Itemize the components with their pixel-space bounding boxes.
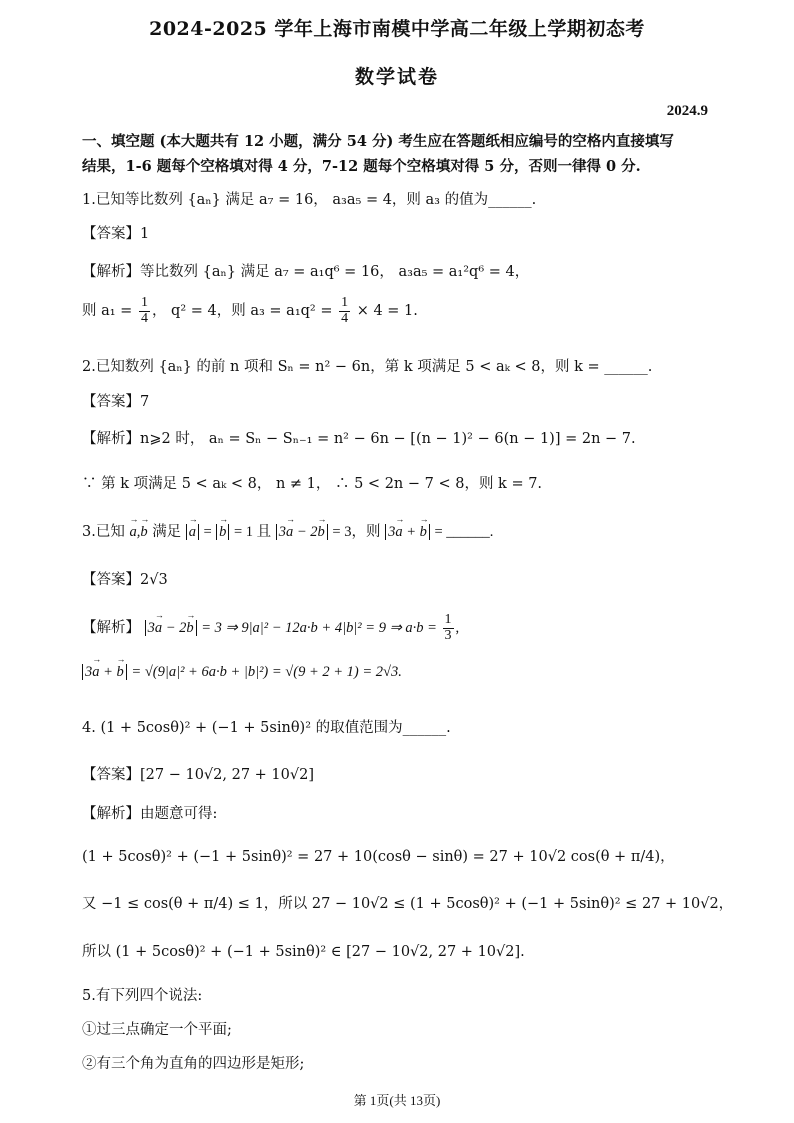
fraction-numerator: 1: [341, 295, 349, 310]
question-1-answer: 【答案】1: [82, 226, 150, 242]
q3-stem-end: = 3，则: [332, 524, 381, 540]
q1-analysis-suffix: × 4 = 1.: [352, 303, 418, 320]
page-subtitle: 数学试卷: [354, 66, 439, 88]
question-5-item-2: ②有三个角为直角的四边形是矩形;: [82, 1056, 305, 1072]
section-intro-line-2: 结果，1-6 题每个空格填对得 4 分，7-12 题每个空格填对得 5 分，否则一律得 0 分.: [82, 158, 641, 175]
fraction-numerator: 1: [140, 295, 148, 310]
question-4-stem: 4. (1 + 5cosθ)² + (−1 + 5sinθ)² 的取值范围为______.: [82, 720, 451, 736]
q3-analysis-label: 【解析】: [82, 620, 140, 637]
fraction-denominator: 3: [444, 627, 452, 643]
q3-stem-prefix: 3.已知: [82, 524, 125, 540]
page-footer: 第 1页(共 13页): [353, 1093, 441, 1108]
fraction-one-third: [443, 613, 454, 643]
question-3-analysis-2: [82, 664, 402, 681]
q3-blank: = ______.: [434, 524, 494, 540]
question-3-analysis-1: 【解析】 3→ a − 2→ b = 3 ⇒ 9|a|² − 12a·b + 4|b|² = 9 ⇒ a·b = $\frac{1}{3}$ ,: [82, 613, 459, 643]
question-4-answer: 【答案】[27 − 10√2, 27 + 10√2]: [82, 767, 314, 783]
q3-analysis-line2: = √(9|a|² + 6a·b + |b|²) = √(9 + 2 + 1) = 2√3.: [131, 664, 402, 680]
abs-a-eq-abs-b: → a = → b: [186, 524, 230, 540]
page-title: 2024-2025 学年上海市南模中学高二年级上学期初态考: [149, 18, 645, 40]
question-2-analysis-1: 【解析】n⩾2 时， aₙ = Sₙ − Sₙ₋₁ = n² − 6n − [(n − 1)² − 6(n − 1)] = 2n − 7.: [82, 431, 636, 447]
q3-analysis-line1: = 3 ⇒ 9|a|² − 12a·b + 4|b|² = 9 ⇒ a·b =: [201, 620, 441, 637]
q1-analysis-mid: ， q² = 4，则 a₃ = a₁q² =: [151, 303, 338, 320]
question-2-analysis-2: ∵ 第 k 项满足 5 < aₖ < 8， n ≠ 1， ∴ 5 < 2n − 7 < 8，则 k = 7.: [82, 476, 543, 492]
question-3-stem: [82, 520, 493, 541]
question-4-analysis-4: 所以 (1 + 5cosθ)² + (−1 + 5sinθ)² ∈ [27 − 10√2, 27 + 10√2].: [82, 944, 525, 960]
q3-stem-mid: 满足: [152, 524, 182, 540]
question-1-analysis-1: 【解析】等比数列 {aₙ} 满足 a₇ = a₁q⁶ = 16， a₃a₅ = a₁²q⁶ = 4，: [82, 264, 530, 280]
q1-analysis-prefix: 则 a₁ =: [82, 303, 137, 320]
q3-stem-suffix: = 1 且: [233, 524, 272, 540]
abs-3a-minus-2b-2: 3→ a − 2→ b: [145, 620, 197, 636]
vector-a-b: → a,→ b: [129, 524, 147, 540]
question-4-analysis-2: (1 + 5cosθ)² + (−1 + 5sinθ)² = 27 + 10(cosθ − sinθ) = 27 + 10√2 cos(θ + π/4)，: [82, 849, 675, 865]
fraction-one-quarter: [139, 296, 150, 326]
question-2-stem: 2.已知数列 {aₙ} 的前 n 项和 Sₙ = n² − 6n，第 k 项满足 5 < aₖ < 8，则 k = ______.: [82, 359, 653, 375]
fraction-one-quarter-2: [339, 296, 350, 326]
abs-3a-minus-2b: 3→ a − 2→ b: [276, 524, 328, 540]
section-intro-line-1: 一、填空题 (本大题共有 12 小题，满分 54 分) 考生应在答题纸相应编号的空格内直接填写: [82, 133, 674, 150]
exam-date: 2024.9: [666, 103, 708, 119]
question-1-stem: 1.已知等比数列 {aₙ} 满足 a₇ = 16， a₃a₅ = 4，则 a₃ 的值为______.: [82, 192, 537, 208]
question-4-analysis-3: 又 −1 ≤ cos(θ + π/4) ≤ 1，所以 27 − 10√2 ≤ (1 + 5cosθ)² + (−1 + 5sinθ)² ≤ 27 + 10√2，: [82, 896, 734, 912]
question-5-stem: 5.有下列四个说法:: [82, 988, 203, 1004]
fraction-denominator: 4: [140, 310, 148, 326]
abs-3a-plus-b: 3→ a + → b: [385, 524, 430, 540]
fraction-denominator: 4: [341, 310, 349, 326]
question-4-analysis-1: 【解析】由题意可得:: [82, 806, 218, 822]
abs-3a-plus-b-2: 3→ a + → b: [82, 664, 127, 680]
question-3-answer: 【答案】2√3: [82, 572, 168, 588]
fraction-numerator: 1: [444, 612, 452, 627]
question-1-analysis-2: [82, 296, 418, 326]
question-5-item-1: ①过三点确定一个平面;: [82, 1022, 232, 1038]
question-2-answer: 【答案】7: [82, 394, 150, 410]
